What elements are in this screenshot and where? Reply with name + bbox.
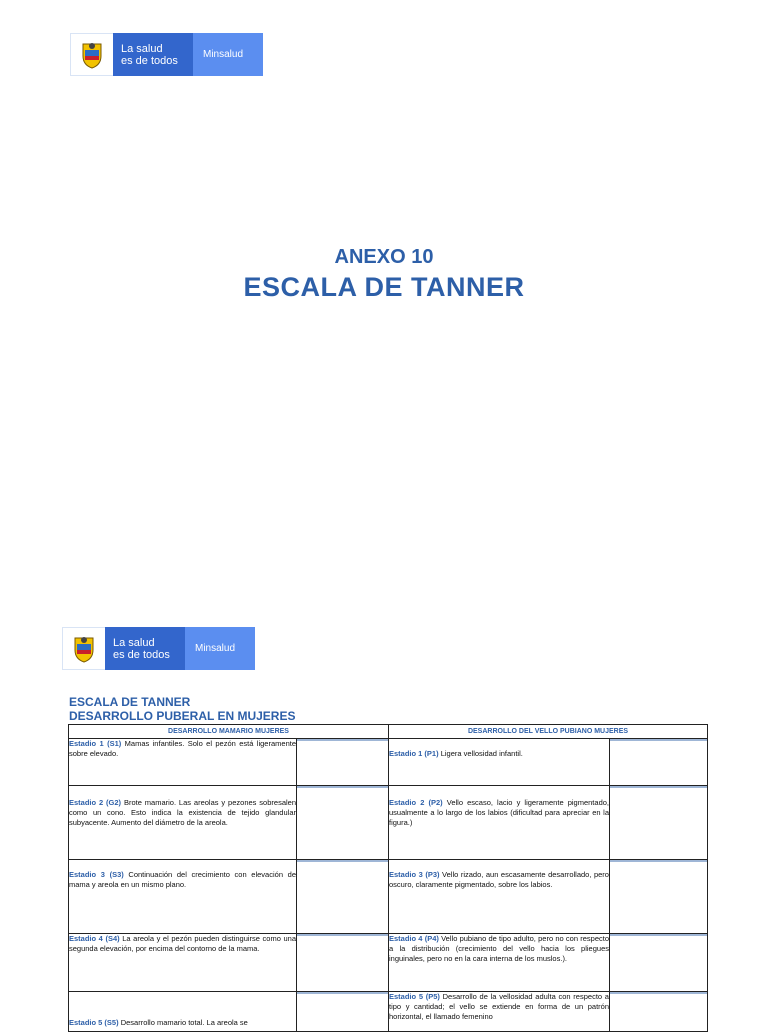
pubic-stage-image: [610, 860, 708, 934]
pubic-stage-image: [610, 934, 708, 992]
header-small: MAMARIO MUJERES: [218, 728, 289, 735]
stage-text: Vello pubiano de tipo adulto, pero no con respecto a la distribución (crecimiento del vello hacia los pliegues inguinales, pero no en la cara interna de los muslos.).: [389, 934, 609, 963]
table-row: [69, 860, 708, 934]
header-pubic-hair: [389, 725, 708, 739]
logo-line1: La salud: [113, 637, 155, 649]
section-subtitle: DESARROLLO PUBERAL EN MUJERES: [69, 709, 296, 723]
logo-slogan: [113, 33, 193, 76]
annex-number: ANEXO 10: [334, 246, 434, 268]
illustration: [610, 739, 707, 741]
header-text: DESARROLLO: [168, 728, 219, 735]
breast-stage-image: [297, 860, 389, 934]
tanner-table: [68, 724, 708, 1032]
breast-stage-cell: [69, 739, 297, 786]
breast-stage-cell: [69, 860, 297, 934]
breast-stage-cell: [69, 934, 297, 992]
table-header-row: [69, 725, 708, 739]
document-title: ESCALA DE TANNER: [243, 272, 525, 302]
stage-label: Estadio 5 (P5): [389, 992, 440, 1001]
section-title: ESCALA DE TANNER: [69, 695, 191, 709]
stage-label: Estadio 1 (P1): [389, 749, 439, 758]
stage-text: Ligera vellosidad infantil.: [438, 749, 523, 758]
stage-label: Estadio 2 (P2): [389, 798, 443, 807]
header-small: MUJERES: [594, 728, 629, 735]
pubic-stage-cell: [389, 786, 610, 860]
minsalud-logo-page2: [62, 627, 255, 670]
breast-stage-image: [297, 934, 389, 992]
illustration: [297, 786, 388, 788]
stage-label: Estadio 2 (G2): [69, 798, 122, 807]
logo-line1: La salud: [121, 43, 163, 55]
pubic-stage-cell: [389, 860, 610, 934]
breast-stage-image: [297, 992, 389, 1032]
stage-label: Estadio 4 (S4): [69, 934, 120, 943]
logo-slogan: [105, 627, 185, 670]
stage-text: Desarrollo mamario total. La areola se: [118, 1018, 248, 1027]
stage-text: Continuación del crecimiento con elevación de mama y areola en un mismo plano.: [69, 870, 296, 889]
illustration: [297, 860, 388, 862]
table-row: [69, 739, 708, 786]
logo-brand: Minsalud: [193, 33, 263, 76]
stage-text: Mamas infantiles. Solo el pezón está ligeramente sobre elevado.: [69, 739, 296, 758]
stage-label: Estadio 3 (S3): [69, 870, 124, 879]
stage-text: Vello rizado, aun escasamente desarrollado, pero oscuro, claramente pigmentado, sobre los labios.: [389, 870, 609, 889]
colombia-seal-icon: [70, 33, 113, 76]
illustration: [610, 934, 707, 936]
pubic-stage-image: [610, 992, 708, 1032]
pubic-stage-cell: [389, 739, 610, 786]
table-row: [69, 934, 708, 992]
stage-text: Vello escaso, lacio y ligeramente pigmentado, usualmente a lo largo de los labios (dificultad para apreciar en la figura.): [389, 798, 609, 827]
illustration: [610, 860, 707, 862]
pubic-stage-cell: [389, 934, 610, 992]
illustration: [297, 934, 388, 936]
stage-label: Estadio 4 (P4): [389, 934, 439, 943]
logo-line2: es de todos: [121, 55, 178, 67]
stage-text: La areola y el pezón pueden distinguirse como una segunda elevación, por encima del contorno de la mama.: [69, 934, 296, 953]
breast-stage-cell: [69, 786, 297, 860]
stage-label: Estadio 3 (P3): [389, 870, 440, 879]
breast-stage-cell: [69, 992, 297, 1032]
pubic-stage-cell: [389, 992, 610, 1032]
header-breast-development: [69, 725, 389, 739]
table-row: [69, 786, 708, 860]
logo-brand: Minsalud: [185, 627, 255, 670]
illustration: [610, 992, 707, 994]
stage-label: Estadio 1 (S1): [69, 739, 122, 748]
header-text: DESARROLLO DEL VELLO PUBIANO: [467, 728, 595, 735]
table-row: [69, 992, 708, 1032]
stage-label: Estadio 5 (S5): [69, 1018, 119, 1027]
illustration: [297, 739, 388, 741]
illustration: [610, 786, 707, 788]
illustration: [297, 992, 388, 994]
pubic-stage-image: [610, 786, 708, 860]
stage-text: Brote mamario. Las areolas y pezones sobresalen como un cono. Esto indica la existencia de tejido glandular subyacente. Aumento del diámetro de la areola.: [69, 798, 296, 827]
minsalud-logo: [70, 33, 263, 76]
breast-stage-image: [297, 786, 389, 860]
pubic-stage-image: [610, 739, 708, 786]
breast-stage-image: [297, 739, 389, 786]
logo-line2: es de todos: [113, 649, 170, 661]
stage-text: Desarrollo de la vellosidad adulta con respecto a tipo y cantidad; el vello se extiende en forma de un patrón horizontal, el llamado femenino: [389, 992, 609, 1021]
colombia-seal-icon: [62, 627, 105, 670]
